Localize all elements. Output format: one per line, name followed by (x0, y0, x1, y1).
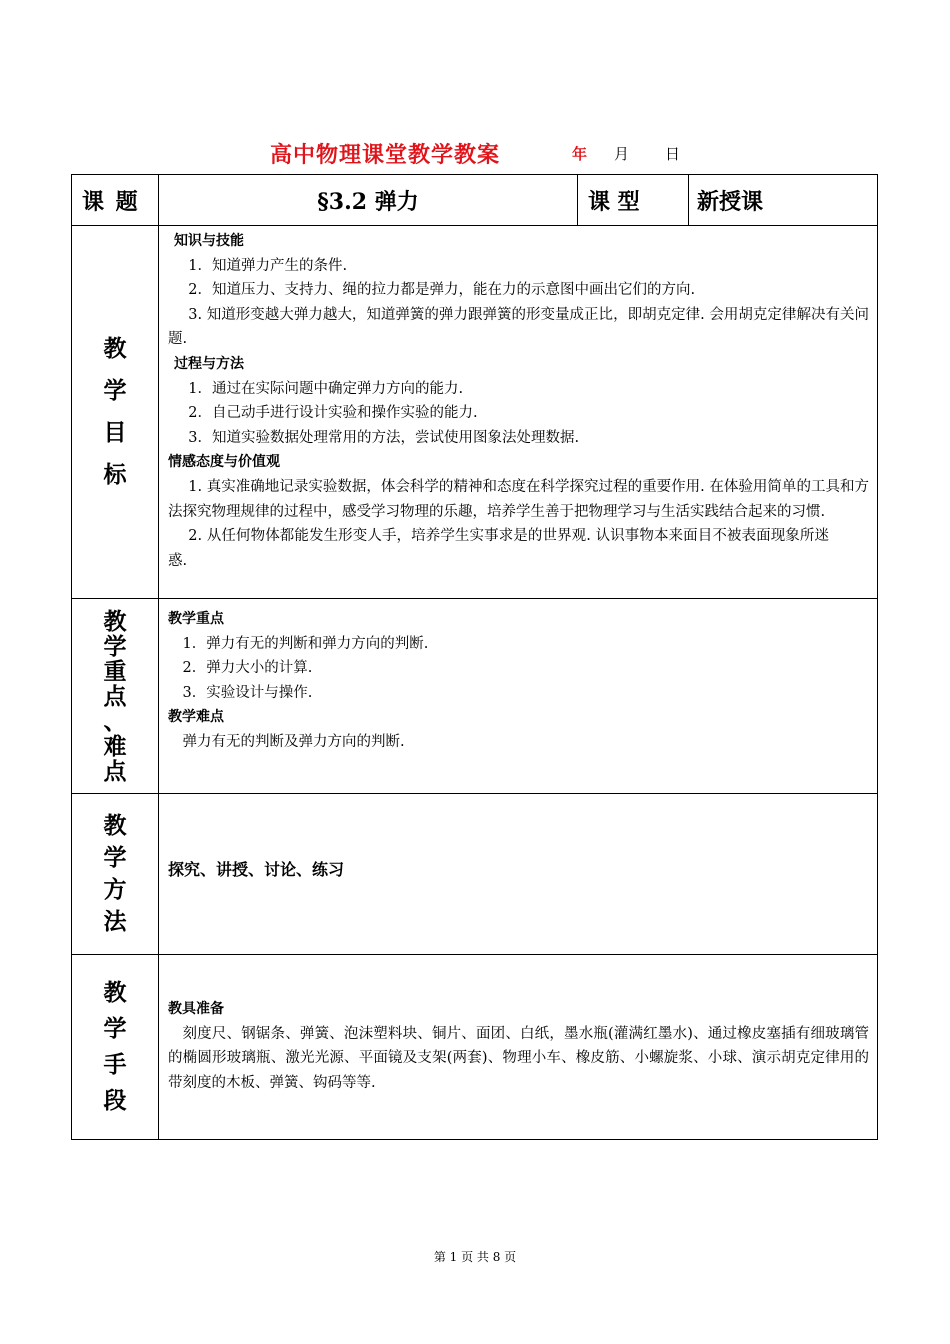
page-header (0, 138, 950, 168)
key-heading: 教学重点 (168, 611, 224, 627)
method-text: 探究、讲授、讨论、练习 (168, 859, 345, 879)
day-label: 日 (665, 145, 681, 163)
key-item: 1．弹力有无的判断和弹力方向的判断. (182, 635, 429, 652)
means-text: 刻度尺、钢锯条、弹簧、泡沫塑料块、铜片、面团、白纸，墨水瓶(灌满红墨水)、通过橡皮塞插有细玻璃管的椭圆形玻璃瓶、激光光源、平面镜及支架(两套)、物理小车、橡皮筋、小螺旋浆、小球、演示胡克定律用的带刻度的木板、弹簧、钩码等等. (168, 1025, 869, 1091)
type-value: 新授课 (689, 175, 878, 226)
process-item: 2．自己动手进行设计实验和操作实验的能力. (188, 405, 478, 422)
objectives-row (72, 226, 878, 599)
means-heading: 教具准备 (168, 1001, 224, 1017)
key-item: 3．实验设计与操作. (182, 684, 313, 701)
method-side-label: 教 学 方 法 (72, 794, 159, 955)
knowledge-item: 1．知道弹力产生的条件. (188, 257, 348, 274)
process-heading: 过程与方法 (174, 355, 244, 372)
means-row (72, 955, 878, 1140)
type-label: 课 型 (578, 175, 689, 226)
page-title: 高中物理课堂教学教案 (270, 142, 501, 168)
method-content (159, 794, 878, 955)
attitude-item: 2. 从任何物体都能发生形变人手，培养学生实事求是的世界观. 认识事物本来面目不被表面现象所迷惑. (168, 528, 829, 569)
difficult-heading: 教学难点 (168, 709, 224, 726)
objectives-side-label: 教 学 目 标 (72, 226, 159, 599)
lesson-plan-table (71, 174, 878, 1140)
means-side-label: 教 学 手 段 (72, 955, 159, 1140)
attitude-item: 1. 真实准确地记录实验数据，体会科学的精神和态度在科学探究过程的重要作用. 在体验用简单的工具和方法探究物理规律的过程中，感受学习物理的乐趣，培养学生善于把物理学习与生活实践结合起来的习惯. (168, 478, 869, 520)
difficult-text: 弹力有无的判断及弹力方向的判断. (182, 733, 405, 750)
knowledge-item: 3. 知道形变越大弹力越大，知道弹簧的弹力跟弹簧的形变量成正比，即胡克定律. 会用胡克定律解决有关问题. (168, 306, 869, 348)
topic-value: §3.2 弹力 (159, 175, 578, 226)
key-item: 2．弹力大小的计算. (182, 660, 313, 677)
info-row (72, 175, 878, 226)
keypoints-content (159, 599, 878, 794)
topic-label: 课 题 (72, 175, 159, 226)
knowledge-item: 2．知道压力、支持力、绳的拉力都是弹力，能在力的示意图中画出它们的方向. (188, 282, 696, 299)
process-item: 3．知道实验数据处理常用的方法，尝试使用图象法处理数据. (188, 429, 580, 446)
attitude-heading: 情感态度与价值观 (168, 454, 280, 471)
process-item: 1．通过在实际问题中确定弹力方向的能力. (188, 380, 464, 397)
objectives-content (159, 226, 878, 599)
year-label: 年 (572, 145, 588, 163)
keypoints-side-label: 教 学 重 点 、 难 点 (72, 599, 159, 794)
method-row (72, 794, 878, 955)
means-content (159, 955, 878, 1140)
month-label: 月 (614, 145, 630, 163)
keypoints-row (72, 599, 878, 794)
knowledge-heading: 知识与技能 (174, 233, 244, 249)
page-footer: 第 1 页 共 8 页 (433, 1250, 517, 1264)
